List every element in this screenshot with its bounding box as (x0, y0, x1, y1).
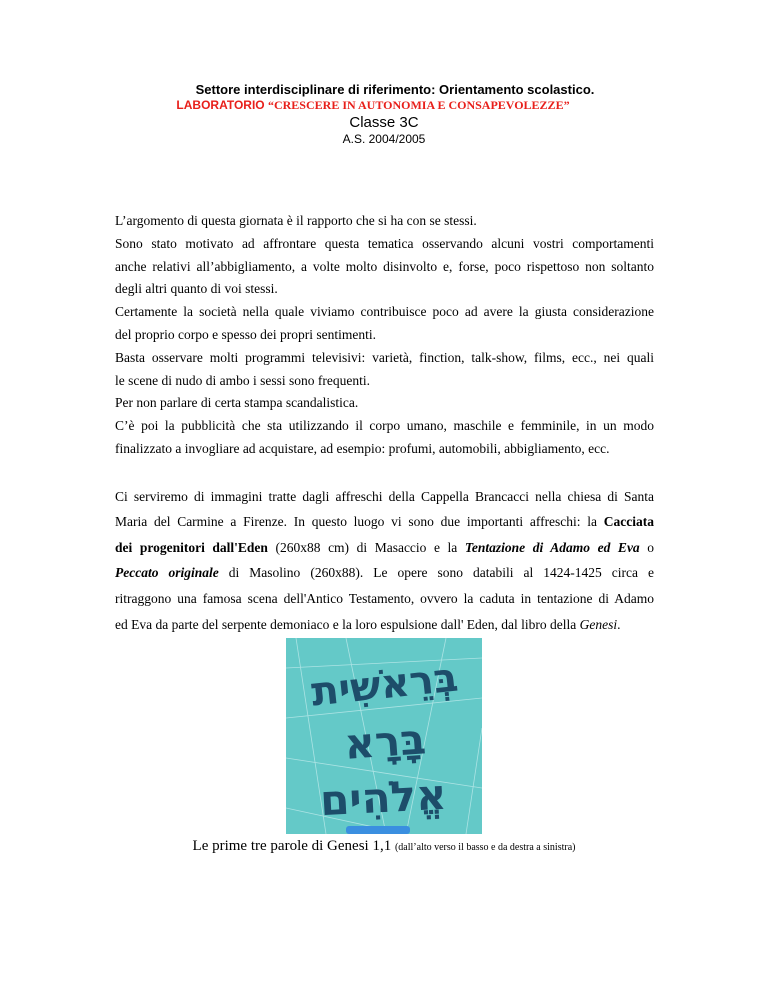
sector-title: Settore interdisciplinare di riferimento: Orientamento scolastico. (195, 82, 595, 97)
text-line: finalizzato a invogliare ad acquistare, ad esempio: profumi, automobili, abbigliamento, ecc. (115, 440, 610, 456)
fresco-alt-title: Peccato originale (115, 565, 219, 581)
lab-title-line (0, 98, 768, 113)
figure-caption (0, 838, 768, 855)
text-line: Sono stato motivato ad affrontare questa tematica osservando alcuni vostri comportamenti (115, 235, 654, 251)
text-line: le scene di nudo di ambo i sessi sono frequenti. (115, 372, 370, 388)
fresco-title-masaccio-cont: dei progenitori dall'Eden (115, 539, 268, 555)
document-header (0, 82, 768, 147)
paragraph-frescoes (115, 484, 654, 638)
book-genesis: Genesi (579, 616, 618, 632)
text-line: degli altri quanto di voi stessi. (115, 281, 278, 297)
text-line: Peccato originale di Masolino (260x88). Le opere sono databili al 1424-1425 circa e (115, 565, 655, 581)
image-scrollbar (346, 826, 410, 834)
text-line: Ci serviremo di immagini tratte dagli affreschi della Cappella Brancacci nella chiesa di Santa (115, 488, 654, 504)
genesis-hebrew-image (286, 638, 482, 834)
class-label: Classe 3C (349, 114, 419, 131)
text-line: L’argomento di questa giornata è il rapporto che si ha con se stessi. (115, 213, 477, 228)
hebrew-word-elohim: אֱלֹהִים (318, 769, 448, 826)
text-line: ed Eva da parte del serpente demoniaco e la loro espulsione dall' Eden, dal libro della Genesi. (115, 616, 621, 632)
text-line: ritraggono una famosa scena dell'Antico Testamento, ovvero la caduta in tentazione di Adamo (115, 590, 654, 606)
text-line: Per non parlare di certa stampa scandalistica. (115, 395, 359, 411)
text-line: Certamente la società nella quale viviamo contribuisce poco ad avere la giusta considerazione (115, 304, 654, 320)
caption-note: (dall’alto verso il basso e da destra a sinistra) (394, 842, 576, 853)
hebrew-word-bereshit: בְּרֵאשִׁית (309, 654, 461, 716)
text-line: Basta osservare molti programmi televisivi: varietà, finction, talk-show, films, ecc., nei quali (115, 349, 654, 365)
lab-prefix: LABORATORIO (176, 98, 265, 112)
fresco-title-masaccio: Cacciata (603, 514, 654, 530)
hebrew-word-bara: בָּרָא (342, 714, 428, 769)
text-line: anche relativi all’abbigliamento, a volte molto disinvolto e, forse, poco rispettoso non soltanto (115, 258, 654, 274)
text-line: C’è poi la pubblicità che sta utilizzando il corpo umano, maschile e femminile, in un modo (115, 418, 654, 434)
school-year: A.S. 2004/2005 (342, 132, 426, 146)
text-line: del proprio corpo e spesso dei propri sentimenti. (115, 326, 376, 342)
paragraph-intro (115, 210, 654, 461)
fresco-title-masolino: Tentazione di Adamo ed Eva (464, 539, 640, 555)
text-line: Maria del Carmine a Firenze. In questo luogo vi sono due importanti affreschi: la Cacciata (115, 514, 654, 530)
lab-title: “CRESCERE IN AUTONOMIA E CONSAPEVOLEZZE” (267, 98, 570, 112)
hebrew-words-graphic (286, 638, 482, 834)
text-line: dei progenitori dall'Eden (260x88 cm) di Masaccio e la Tentazione di Adamo ed Eva o (115, 539, 655, 555)
body-text (115, 210, 654, 637)
caption-main: Le prime tre parole di Genesi 1,1 (192, 838, 392, 854)
